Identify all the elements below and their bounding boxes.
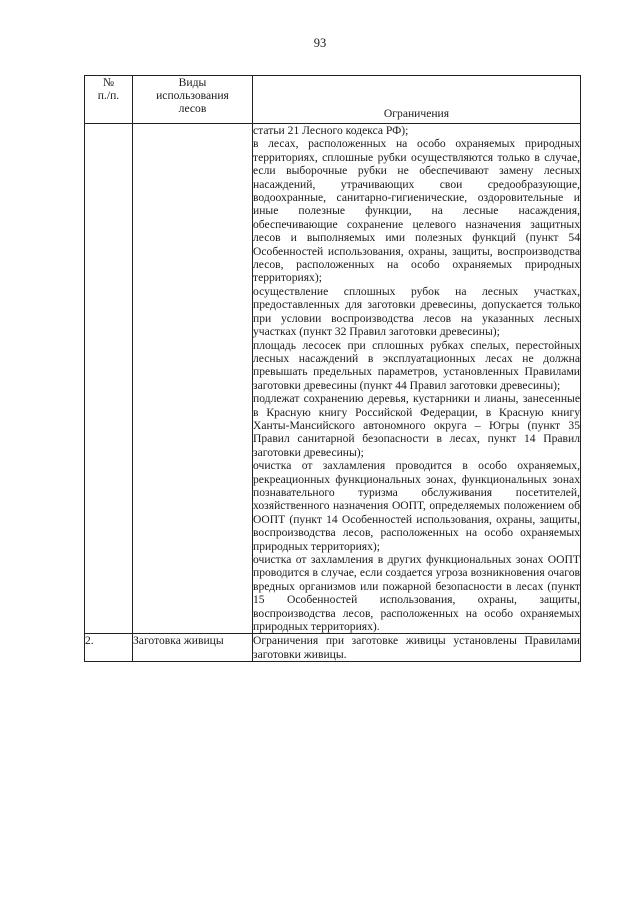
table-header-row: [85, 76, 581, 124]
restrictions-table: [84, 75, 581, 662]
row-restrictions-cell: [253, 124, 581, 634]
row-number-cell: 2.: [85, 634, 133, 662]
header-number: № п./п.: [85, 76, 133, 124]
restriction-paragraph: Ограничения при заготовке живицы установлены Правилами заготовки живицы.: [253, 634, 580, 661]
restriction-paragraph: осуществление сплошных рубок на лесных участках, предоставленных для заготовки древесины, допускается только при условии воспроизводства лесов на указанных лесных участках (пункт 32 Правил заготовки древесины);: [253, 284, 580, 339]
restriction-paragraph: подлежат сохранению деревья, кустарники и лианы, занесенные в Красную книгу Российской Федерации, в Красную книгу Ханты-Мансийского автономного округа – Югры (пункт 35 Правил санитарной безопасности в лесах, пункт 14 Правил заготовки древесины);: [253, 392, 580, 459]
restriction-paragraph: статьи 21 Лесного кодекса РФ);: [253, 124, 409, 137]
restriction-paragraph: очистка от захламления в других функциональных зонах ООПТ проводится в случае, если создается угроза возникновения очагов вредных организмов или пожарной безопасности в лесах (пункт 15 Особенностей использования, охраны, защиты, воспроизводства лесов, расположенных на особо охраняемых природных территориях).: [253, 553, 580, 634]
header-restrictions: Ограничения: [253, 76, 581, 124]
restriction-paragraph: очистка от захламления проводится в особо охраняемых, рекреационных функциональных зонах, функциональных зонах познавательного туризма обслуживания посетителей, хозяйственного назначения ООПТ, определяемых положением об ООПТ (пункт 14 Особенностей использования, охраны, защиты, воспроизводства лесов, расположенных на особо охраняемых природных территориях);: [253, 459, 580, 553]
header-type: Виды использования лесов: [133, 76, 253, 124]
page-number: 93: [313, 36, 327, 50]
row-type-cell: [133, 124, 253, 634]
restriction-paragraph: площадь лесосек при сплошных рубках спелых, перестойных лесных насаждений в эксплуатационных лесах не должна превышать предельных параметров, установленных Правилами заготовки древесины (пункт 44 Правил заготовки древесины);: [253, 338, 580, 392]
row-number-cell: [85, 124, 133, 634]
restriction-paragraph: в лесах, расположенных на особо охраняемых природных территориях, сплошные рубки осуществляются только в случае, если выборочные рубки не обеспечивают замену лесных насаждений, утрачивающих свои средообразующие, водоохранные, санитарно-гигиенические, оздоровительные и иные полезные функции, на лесные насаждения, обеспечивающие сохранение целевого назначения защитных лесов и выполняемых ими полезных функций (пункт 54 Особенностей использования, охраны, защиты, воспроизводства лесов, расположенных на особо охраняемых природных территориях);: [253, 137, 580, 285]
table-row: [85, 634, 581, 662]
row-type-cell: Заготовка живицы: [133, 634, 253, 662]
row-restrictions-cell: [253, 634, 581, 662]
table-row: [85, 124, 581, 634]
